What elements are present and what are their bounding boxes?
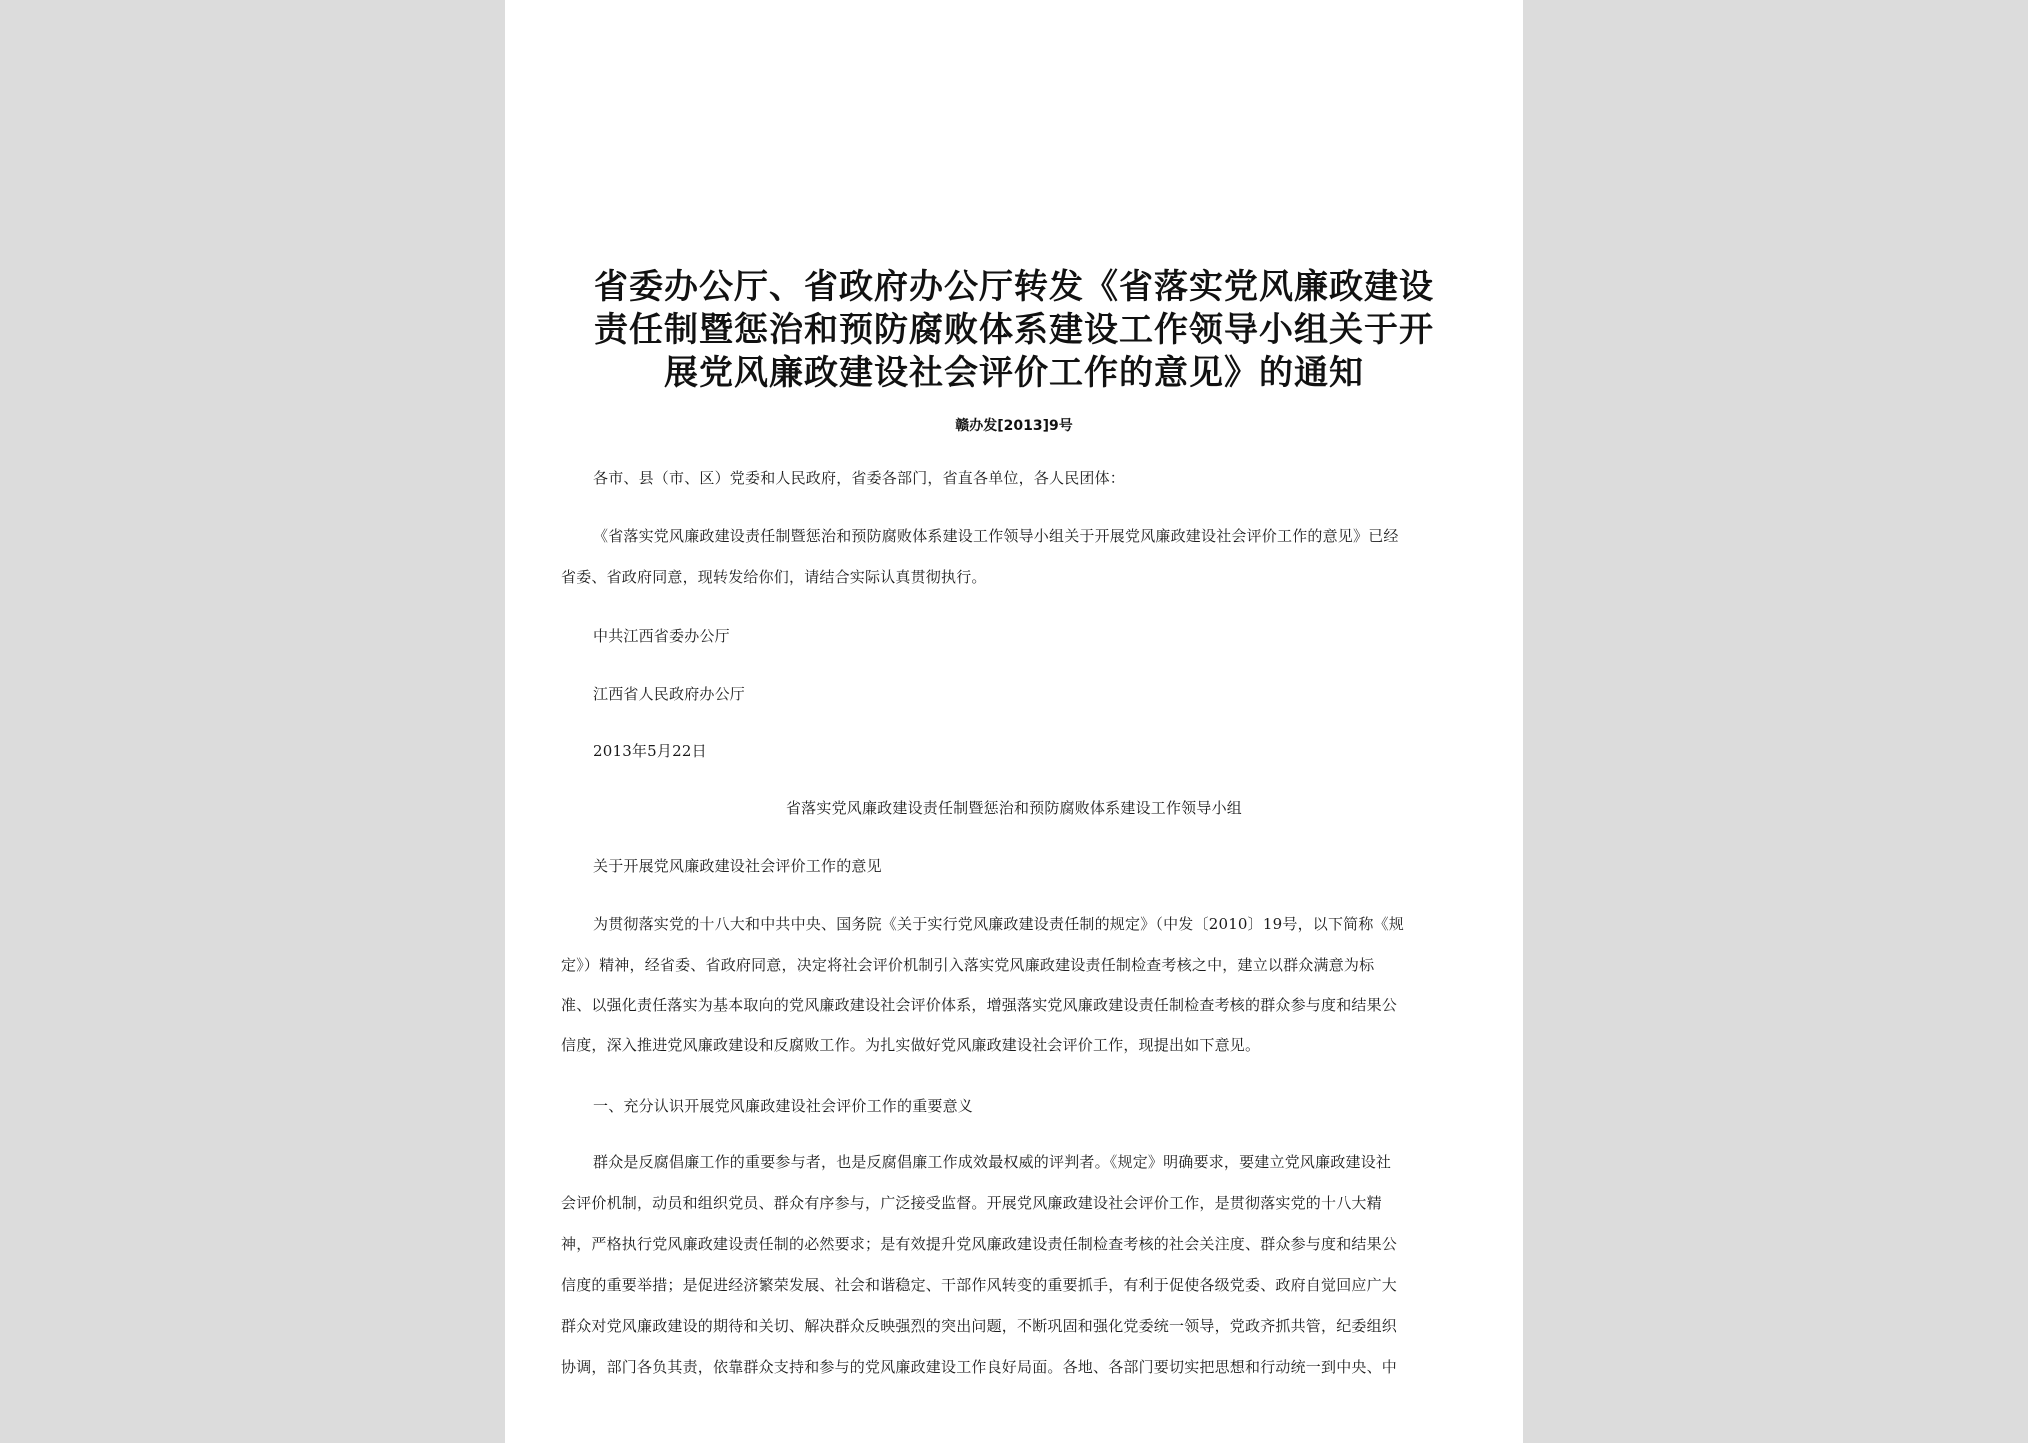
section-paragraph-line-3: 神，严格执行党风廉政建设责任制的必然要求；是有效提升党风廉政建设责任制检查考核的社会关注度、群众参与度和结果公: [561, 1235, 1398, 1253]
issuer-party-office: 中共江西省委办公厅: [593, 627, 730, 645]
intro-paragraph-line-3: 准、以强化责任落实为基本取向的党风廉政建设社会评价体系，增强落实党风廉政建设责任制检查考核的群众参与度和结果公: [561, 996, 1398, 1014]
document-number: 赣办发[2013]9号: [955, 418, 1073, 434]
section-paragraph-line-5: 群众对党风廉政建设的期待和关切、解决群众反映强烈的突出问题，不断巩固和强化党委统一领导，党政齐抓共管，纪委组织: [561, 1317, 1398, 1335]
sub-document-title: 关于开展党风廉政建设社会评价工作的意见: [593, 857, 882, 875]
sub-issuer-heading: 省落实党风廉政建设责任制暨惩治和预防腐败体系建设工作领导小组: [785, 799, 1242, 817]
addressee-line: 各市、县（市、区）党委和人民政府，省委各部门，省直各单位，各人民团体：: [593, 469, 1126, 487]
intro-paragraph-line-1: 为贯彻落实党的十八大和中共中央、国务院《关于实行党风廉政建设责任制的规定》（中发〔2010〕19号，以下简称《规: [593, 915, 1404, 933]
document-page: [505, 0, 1523, 1443]
intro-paragraph-line-4: 信度，深入推进党风廉政建设和反腐败工作。为扎实做好党风廉政建设社会评价工作，现提出如下意见。: [561, 1036, 1261, 1054]
intro-paragraph-line-2: 定》）精神，经省委、省政府同意，决定将社会评价机制引入落实党风廉政建设责任制检查考核之中，建立以群众满意为标: [561, 956, 1375, 974]
section-heading-1: 一、充分认识开展党风廉政建设社会评价工作的重要意义: [593, 1097, 974, 1115]
document-title-line-3: 展党风廉政建设社会评价工作的意见》的通知: [664, 353, 1364, 393]
forward-text-line-1: 《省落实党风廉政建设责任制暨惩治和预防腐败体系建设工作领导小组关于开展党风廉政建设社会评价工作的意见》已经: [593, 527, 1399, 545]
section-paragraph-line-2: 会评价机制，动员和组织党员、群众有序参与，广泛接受监督。开展党风廉政建设社会评价工作，是贯彻落实党的十八大精: [561, 1194, 1382, 1212]
section-paragraph-line-1: 群众是反腐倡廉工作的重要参与者，也是反腐倡廉工作成效最权威的评判者。《规定》明确要求，要建立党风廉政建设社: [593, 1153, 1392, 1171]
document-title-line-2: 责任制暨惩治和预防腐败体系建设工作领导小组关于开: [594, 310, 1434, 350]
document-title-line-1: 省委办公厅、省政府办公厅转发《省落实党风廉政建设: [594, 267, 1434, 307]
forward-text-line-2: 省委、省政府同意，现转发给你们，请结合实际认真贯彻执行。: [561, 568, 987, 586]
section-paragraph-line-6: 协调，部门各负其责，依靠群众支持和参与的党风廉政建设工作良好局面。各地、各部门要切实把思想和行动统一到中央、中: [561, 1358, 1398, 1376]
issuer-government-office: 江西省人民政府办公厅: [593, 685, 746, 703]
issue-date: 2013年5月22日: [593, 742, 707, 760]
section-paragraph-line-4: 信度的重要举措；是促进经济繁荣发展、社会和谐稳定、干部作风转变的重要抓手，有利于促使各级党委、政府自觉回应广大: [561, 1276, 1398, 1294]
